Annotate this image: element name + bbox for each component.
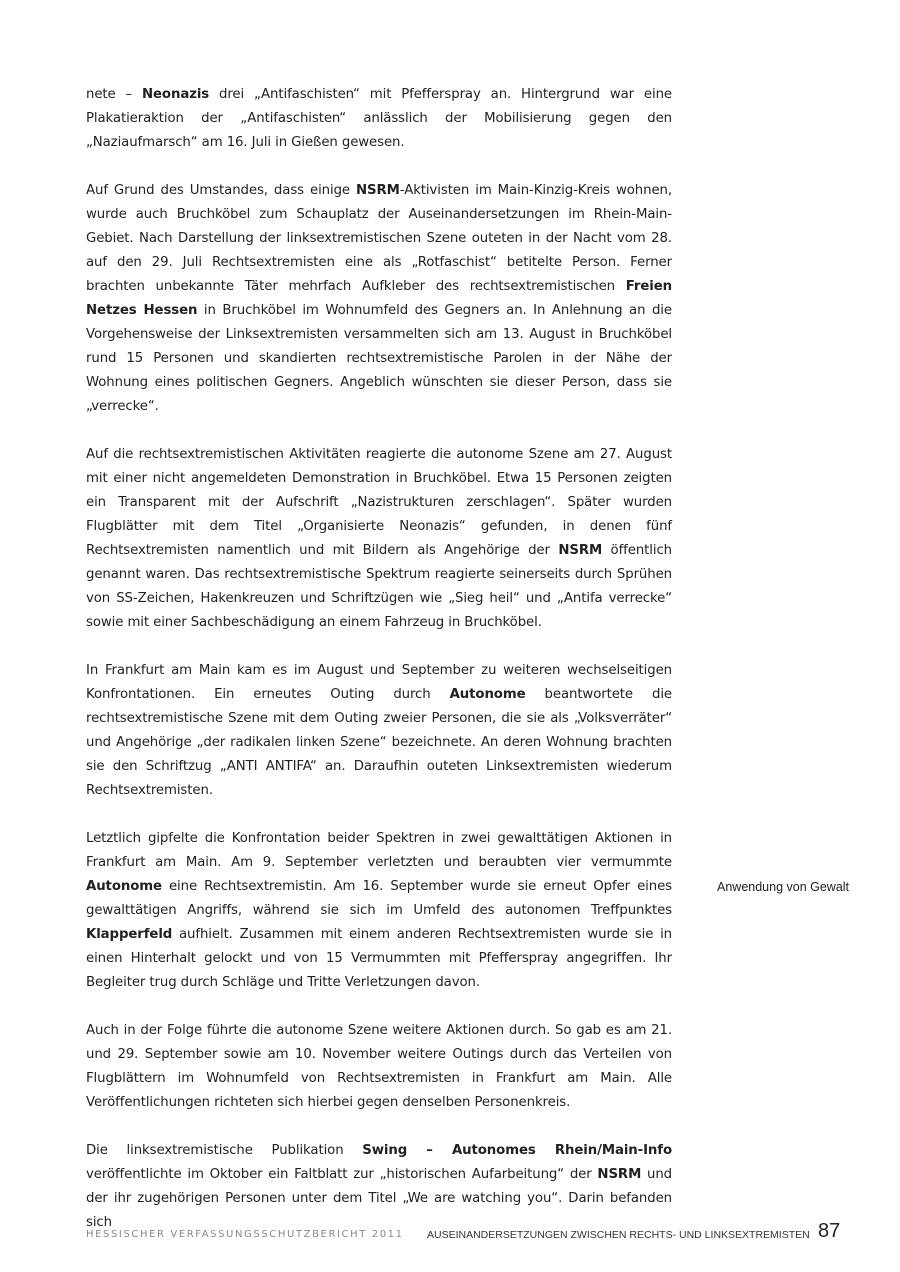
text-run: drei „Antifaschisten“ mit Pfefferspray an. Hintergrund war eine Plakatieraktion der „Antifaschisten“ anlässlich der Mobilisierung gegen den „Naziaufmarsch“ am 16. Juli in Gießen gewesen. bbox=[86, 87, 672, 150]
text-run: In Frankfurt am Main kam es im August und September zu weiteren wechselseitigen Konfrontationen. Ein erneutes Outing durch bbox=[86, 663, 672, 702]
paragraph bbox=[86, 1139, 672, 1235]
bold-term: Autonome bbox=[86, 879, 162, 894]
bold-term: NSRM bbox=[558, 543, 603, 558]
margin-note: Anwendung von Gewalt bbox=[717, 880, 850, 894]
text-run: Die linksextremistische Publikation bbox=[86, 1143, 363, 1158]
bold-term: NSRM bbox=[597, 1167, 642, 1182]
footer-section-title: AUSEINANDERSETZUNGEN ZWISCHEN RECHTS- UND LINKSEXTREMISTEN bbox=[427, 1229, 810, 1241]
bold-term: Autonome bbox=[449, 687, 526, 702]
paragraph bbox=[86, 659, 672, 803]
main-text-column bbox=[86, 83, 672, 1259]
paragraph bbox=[86, 827, 672, 995]
text-run: eine Rechtsextremistin. Am 16. September wurde sie erneut Opfer eines gewalttätigen Angriffs, während sie sich im Umfeld des autonomen Treffpunktes bbox=[86, 879, 672, 918]
text-run: Auch in der Folge führte die autonome Szene weitere Aktionen durch. So gab es am 21. und 29. September sowie am 10. November weitere Outings durch das Verteilen von Flugblättern im Wohnumfeld von Rechtsextremisten in Frankfurt am Main. Alle Veröffentlichungen richteten sich hierbei gegen denselben Personenkreis. bbox=[86, 1023, 672, 1110]
text-run: Letztlich gipfelte die Konfrontation beider Spektren in zwei gewalttätigen Aktionen in Frankfurt am Main. Am 9. September verletzten und beraubten vier vermummte bbox=[86, 831, 672, 870]
text-run: in Bruchköbel im Wohnumfeld des Gegners an. In Anlehnung an die Vorgehensweise der Linksextremisten versammelten sich am 13. August in Bruchköbel rund 15 Personen und skandierten rechtsextremistische Parolen in der Nähe der Wohnung eines politischen Gegners. Angeblich wünschten sie dieser Person, dass sie „verrecke“. bbox=[86, 303, 672, 414]
text-run: Auf die rechtsextremistischen Aktivitäten reagierte die autonome Szene am 27. August mit einer nicht angemeldeten Demonstration in Bruchköbel. Etwa 15 Personen zeigten ein Transparent mit der Aufschrift „Nazistrukturen zerschlagen“. Später wurden Flugblätter mit dem Titel „Organisierte Neonazis“ gefunden, in denen fünf Rechtsextremisten namentlich und mit Bildern als Angehörige der bbox=[86, 447, 672, 558]
text-run: -Aktivisten im Main-Kinzig-Kreis wohnen, wurde auch Bruchköbel zum Schauplatz der Auseinandersetzungen im Rhein-Main-Gebiet. Nach Darstellung der linksextremistischen Szene outeten in der Nacht vom 28. auf den 29. Juli Rechtsextremisten eine als „Rotfaschist“ betitelte Person. Ferner brachten unbekannte Täter mehrfach Aufkleber des rechtsextremistischen bbox=[86, 183, 672, 294]
text-run: beantwortete die rechtsextremistische Szene mit dem Outing zweier Personen, die sie als „Volksverräter“ und Angehörige „der radikalen linken Szene“ bezeichnete. An deren Wohnung brachten sie den Schriftzug „ANTI ANTIFA“ an. Daraufhin outeten Linksextremisten wiederum Rechtsextremisten. bbox=[86, 687, 672, 798]
paragraph bbox=[86, 83, 672, 155]
bold-term: Neonazis bbox=[141, 87, 210, 102]
bold-term: Klapperfeld bbox=[86, 927, 173, 942]
text-run: nete – bbox=[86, 87, 142, 102]
paragraph bbox=[86, 1019, 672, 1115]
page-number: 87 bbox=[818, 1220, 841, 1242]
text-run: öffentlich genannt waren. Das rechtsextremistische Spektrum reagierte seinerseits durch Sprühen von SS-Zeichen, Hakenkreuzen und Schriftzügen wie „Sieg heil“ und „Antifa verrecke“ sowie mit einer Sachbeschädigung an einem Fahrzeug in Bruchköbel. bbox=[86, 543, 672, 630]
bold-term: Swing – Autonomes Rhein/Main-Info bbox=[362, 1143, 673, 1158]
text-run: Auf Grund des Umstandes, dass einige bbox=[86, 183, 357, 198]
paragraph bbox=[86, 179, 672, 419]
text-run: aufhielt. Zusammen mit einem anderen Rechtsextremisten wurde sie in einen Hinterhalt gelockt und von 15 Vermummten mit Pfefferspray angegriffen. Ihr Begleiter trug durch Schläge und Tritte Verletzungen davon. bbox=[86, 927, 672, 990]
bold-term: NSRM bbox=[356, 183, 400, 198]
text-run: veröffentlichte im Oktober ein Faltblatt zur „historischen Aufarbeitung“ der bbox=[86, 1167, 598, 1182]
bold-term: Freien Netzes Hessen bbox=[86, 279, 672, 318]
paragraph bbox=[86, 443, 672, 635]
text-run: und der ihr zugehörigen Personen unter dem Titel „We are watching you“. Darin befanden sich bbox=[86, 1167, 672, 1230]
footer-report-title: HESSISCHER VERFASSUNGSSCHUTZBERICHT 2011 bbox=[86, 1229, 404, 1240]
